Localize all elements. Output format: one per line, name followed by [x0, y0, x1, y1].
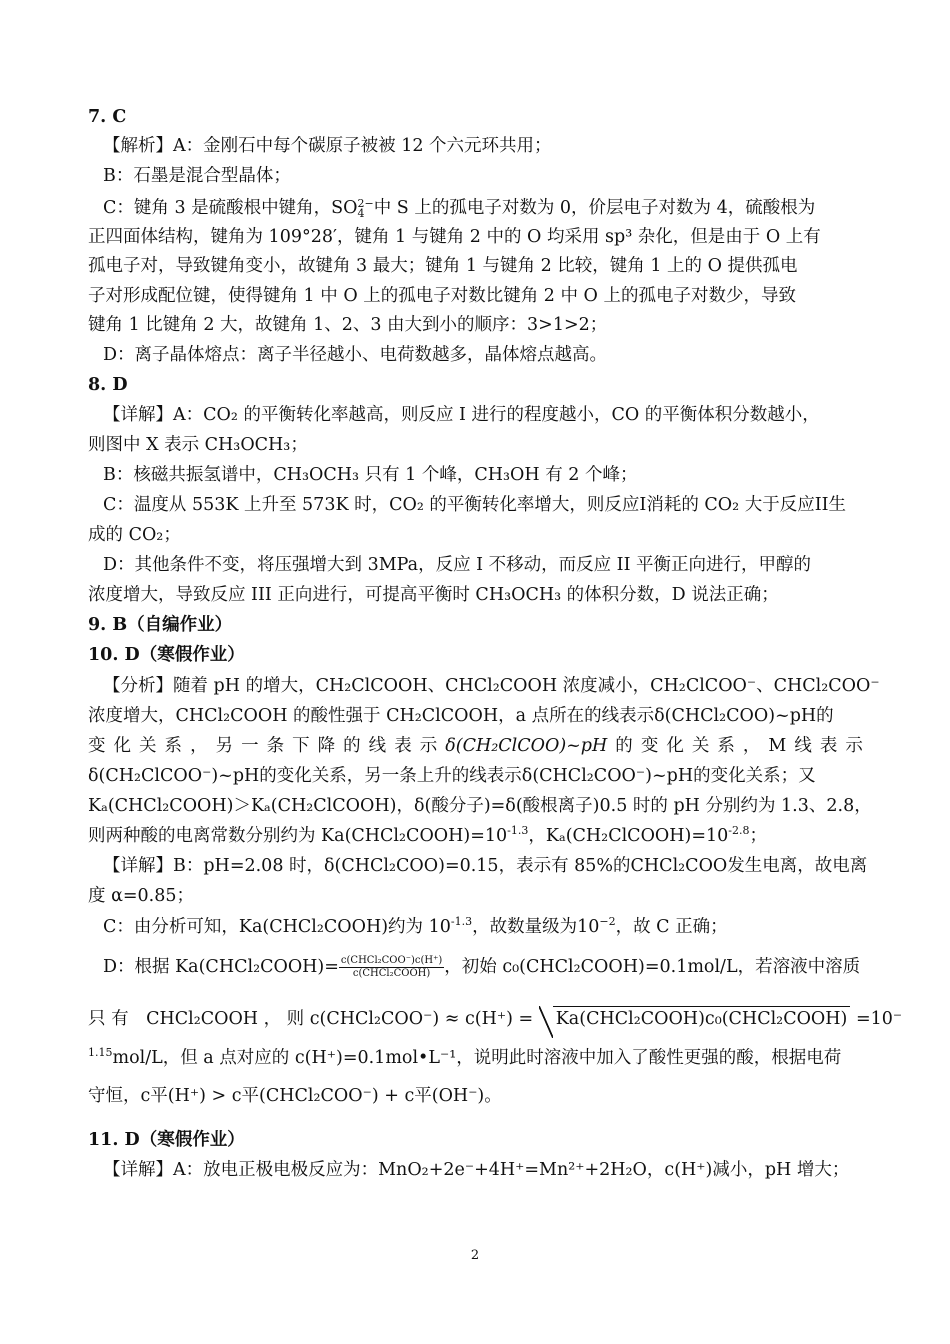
- q10-line-10-b: ，初始 c₀(CHCl₂COOH)=0.1mol/L，若溶液中溶质: [444, 957, 861, 977]
- q10-line-3-w: 表: [394, 736, 412, 756]
- q10-line-6-exp1: -1.3: [507, 824, 529, 838]
- q7-line-5: 孤电子对，导致键角变小，故键角 3 最大；键角 1 与键角 2 比较，键角 1 上的 O 提供孤电: [88, 256, 798, 276]
- q10-line-13: 守恒，c平(H⁺) > c平(CHCl₂COO⁻) + c平(OH⁻)。: [88, 1086, 502, 1106]
- q10-line-3-w: 下: [292, 736, 310, 756]
- q10-line-3-w: 示: [419, 736, 438, 756]
- sulfate-charge: 2− 4: [357, 196, 374, 220]
- sqrt-content: Ka(CHCl₂COOH)c₀(CHCl₂COOH): [555, 1009, 848, 1029]
- q10-line-3-w: 系: [164, 736, 183, 756]
- q10-line-9-exp: -1.3: [450, 915, 473, 929]
- q10-line-9-exp2: −2: [599, 915, 616, 929]
- q7-line-6: 子对形成配位键，使得键角 1 中 O 上的孤电子对数比键角 2 中 O 上的孤电子对数少，导致: [88, 286, 796, 306]
- q10-line-3-w: 关: [139, 736, 157, 756]
- q10-line-8: 度 α=0.85；: [88, 886, 195, 906]
- q10-line-3-w: 化: [666, 736, 684, 756]
- q10-line-3-w: 变: [88, 736, 106, 756]
- question-10-heading: 10. D（寒假作业）: [88, 645, 245, 665]
- q10-line-3-w: 线: [794, 736, 812, 756]
- ka-fraction: [339, 955, 444, 980]
- q7-line-3-a: C：键角 3 是硫酸根中键角，SO: [103, 198, 358, 218]
- q10-line-3-w: 关: [691, 736, 710, 756]
- q10-line-12: [88, 1047, 841, 1069]
- q10-line-5: Kₐ(CHCl₂COOH)＞Kₐ(CH₂ClCOOH)，δ(酸分子)=δ(酸根离子)0.5 时的 pH 分别约为 1.3、2.8，: [88, 796, 872, 816]
- q10-line-3-w: 另: [215, 736, 234, 756]
- q10-line-12-b: mol/L，但 a 点对应的 c(H⁺)=0.1mol•L⁻¹，说明此时溶液中加入了酸性更强的酸，根据电荷: [112, 1048, 842, 1068]
- page-number: 2: [470, 1248, 480, 1263]
- q10-line-3-w: 表: [819, 736, 838, 756]
- q10-line-9-e: ，故 C 正确；: [615, 917, 728, 937]
- q8-line-2: 则图中 X 表示 CH₃OCH₃；: [88, 435, 308, 455]
- q10-line-11: [88, 1006, 902, 1030]
- q7-line-3: [103, 197, 815, 219]
- q10-line-3: [88, 735, 863, 757]
- q8-line-4: C：温度从 553K 上升至 573K 时，CO₂ 的平衡转化率增大，则反应I消耗的 CO₂ 大于反应II生: [103, 495, 847, 515]
- q10-line-6-exp2: -2.8: [728, 824, 750, 838]
- q10-line-3-w: M: [768, 736, 787, 756]
- q10-line-3-w: 的: [615, 736, 633, 756]
- q10-line-3-w: 线: [368, 736, 387, 756]
- q10-line-3-w: 示: [845, 736, 863, 756]
- q10-line-1: 【分析】随着 pH 的增大，CH₂ClCOOH、CHCl₂COOH 浓度减小，CH₂ClCOO⁻、CHCl₂COO⁻: [103, 676, 880, 696]
- q8-line-5: 成的 CO₂；: [88, 525, 181, 545]
- q10-line-9-c: ，故数量级为10: [472, 917, 600, 937]
- q10-line-3-w: 系: [717, 736, 735, 756]
- q10-line-11-a: 只 有 CHCl₂COOH ， 则 c(CHCl₂COO⁻) ≈ c(H⁺) =: [88, 1009, 534, 1029]
- question-11-heading: 11. D（寒假作业）: [88, 1130, 245, 1150]
- question-7-heading: 7. C: [88, 107, 127, 127]
- q10-line-3-w: 降: [317, 736, 336, 756]
- q8-line-1: 【详解】A：CO₂ 的平衡转化率越高，则反应 I 进行的程度越小，CO 的平衡体积分数越小，: [103, 405, 820, 425]
- q8-line-6: D：其他条件不变，将压强增大到 3MPa，反应 I 不移动，而反应 II 平衡正向进行，甲醇的: [103, 555, 812, 575]
- q10-line-10-a: D：根据 Ka(CHCl₂COOH)=: [103, 957, 339, 977]
- square-root: [553, 1006, 851, 1030]
- q10-line-6-e: ；: [749, 826, 768, 846]
- q10-line-3-w: δ(CH₂ClCOO)~pH: [445, 736, 608, 756]
- q10-line-10: [103, 955, 860, 980]
- q10-line-7: 【详解】B：pH=2.08 时，δ(CHCl₂COO)=0.15，表示有 85%的CHCl₂COO发生电离，故电离: [103, 856, 868, 876]
- q11-line-1: 【详解】A：放电正极电极反应为：MnO₂+2e⁻+4H⁺=Mn²⁺+2H₂O，c(H⁺)减小，pH 增大；: [103, 1160, 850, 1180]
- q10-line-9-a: C：由分析可知，Ka(CHCl₂COOH)约为 10: [103, 917, 451, 937]
- q10-line-11-b: =10⁻: [855, 1009, 903, 1029]
- question-9-heading: 9. B（自编作业）: [88, 615, 233, 635]
- q10-line-3-w: ，: [742, 736, 761, 756]
- q7-line-4: 正四面体结构，键角为 109°28′，键角 1 与键角 2 中的 O 均采用 sp³ 杂化，但是由于 O 上有: [88, 227, 821, 247]
- q8-line-3: B：核磁共振氢谱中，CH₃OCH₃ 只有 1 个峰，CH₃OH 有 2 个峰；: [103, 465, 638, 485]
- q10-line-6-c: ，Kₐ(CH₂ClCOOH)=10: [528, 826, 729, 846]
- q10-line-6-a: 则两种酸的电离常数分别约为 Ka(CHCl₂COOH)=10: [88, 826, 508, 846]
- q10-line-4: δ(CH₂ClCOO⁻)~pH的变化关系，另一条上升的线表示δ(CHCl₂COO⁻)~pH的变化关系；又: [88, 766, 816, 786]
- q10-line-6: [88, 825, 767, 847]
- q10-line-3-w: 变: [640, 736, 659, 756]
- q10-line-3-w: 条: [266, 736, 285, 756]
- q10-line-3-w: 一: [241, 736, 259, 756]
- q7-line-1: 【解析】A：金刚石中每个碳原子被被 12 个六元环共用；: [103, 136, 552, 156]
- q7-line-3-b: 中 S 上的孤电子对数为 0，价层电子对数为 4，硫酸根为: [373, 198, 816, 218]
- question-8-heading: 8. D: [88, 375, 128, 395]
- q7-line-8: D：离子晶体熔点：离子半径越小、电荷数越多，晶体熔点越高。: [103, 345, 608, 365]
- q10-line-2: 浓度增大，CHCl₂COOH 的酸性强于 CH₂ClCOOH，a 点所在的线表示δ(CHCl₂COO)~pH的: [88, 706, 834, 726]
- q8-line-7: 浓度增大，导致反应 III 正向进行，可提高平衡时 CH₃OCH₃ 的体积分数，D 说法正确；: [88, 585, 779, 605]
- fraction-denominator: c(CHCl₂COOH): [352, 968, 431, 979]
- q10-line-3-w: 的: [343, 736, 361, 756]
- q7-line-2: B：石墨是混合型晶体；: [103, 166, 291, 186]
- q10-line-3-w: ，: [190, 736, 208, 756]
- fraction-numerator: c(CHCl₂COO⁻)c(H⁺): [340, 955, 443, 966]
- q10-line-3-w: 化: [113, 736, 132, 756]
- q10-line-9: [103, 916, 728, 938]
- q10-line-12-exp: 1.15: [88, 1046, 113, 1060]
- q7-line-7: 键角 1 比键角 2 大，故键角 1、2、3 由大到小的顺序：3>1>2；: [88, 315, 608, 335]
